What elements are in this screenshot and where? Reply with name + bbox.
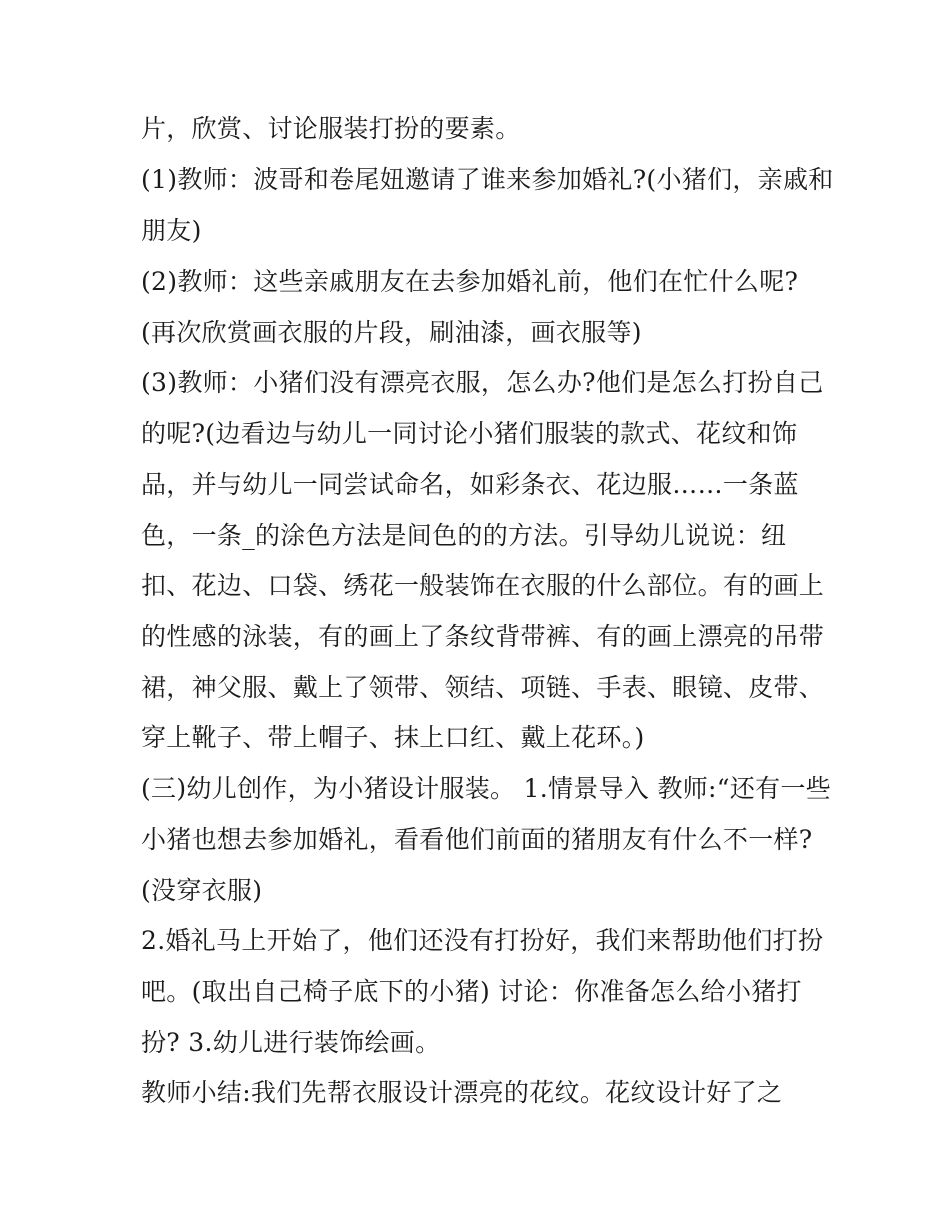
text-line: 色，一条_的涂色方法是间色的的方法。引导幼儿说说：纽 <box>141 521 787 550</box>
text-line: 的呢?(边看边与幼儿一同讨论小猪们服装的款式、花纹和饰 <box>141 419 798 448</box>
text-line: (1)教师：波哥和卷尾妞邀请了谁来参加婚礼?(小猪们，亲戚和 <box>141 165 834 194</box>
text-line: (2)教师：这些亲戚朋友在去参加婚礼前，他们在忙什么呢? <box>141 267 799 296</box>
text-line: 裙，神父服、戴上了领带、领结、项链、手表、眼镜、皮带、 <box>141 673 825 702</box>
text-line: 扮? 3.幼儿进行装饰绘画。 <box>141 1028 441 1057</box>
text-line: 朋友) <box>141 216 202 245</box>
text-line: 片，欣赏、讨论服装打扮的要素。 <box>141 114 521 143</box>
text-line: 品，并与幼儿一同尝试命名，如彩条衣、花边服……一条蓝 <box>141 470 799 499</box>
text-line: 2.婚礼马上开始了，他们还没有打扮好，我们来帮助他们打扮 <box>141 926 824 955</box>
text-line: (再次欣赏画衣服的片段，刷油漆，画衣服等) <box>141 318 642 347</box>
text-line: 穿上靴子、带上帽子、抹上口红、戴上花环。) <box>141 723 645 752</box>
text-line: 小猪也想去参加婚礼，看看他们前面的猪朋友有什么不一样? <box>141 825 813 854</box>
text-line: (3)教师：小猪们没有漂亮衣服，怎么办?他们是怎么打扮自己 <box>141 368 824 397</box>
text-line: (三)幼儿创作，为小猪设计服装。 1.情景导入 教师:“还有一些 <box>141 774 832 803</box>
text-line: (没穿衣服) <box>141 876 263 905</box>
text-line: 教师小结:我们先帮衣服设计漂亮的花纹。花纹设计好了之 <box>141 1078 783 1107</box>
text-line: 的性感的泳装，有的画上了条纹背带裤、有的画上漂亮的吊带 <box>141 622 825 651</box>
text-line: 扣、花边、口袋、绣花一般装饰在衣服的什么部位。有的画上 <box>141 571 825 600</box>
text-line: 吧。(取出自己椅子底下的小猪) 讨论：你准备怎么给小猪打 <box>141 977 802 1006</box>
